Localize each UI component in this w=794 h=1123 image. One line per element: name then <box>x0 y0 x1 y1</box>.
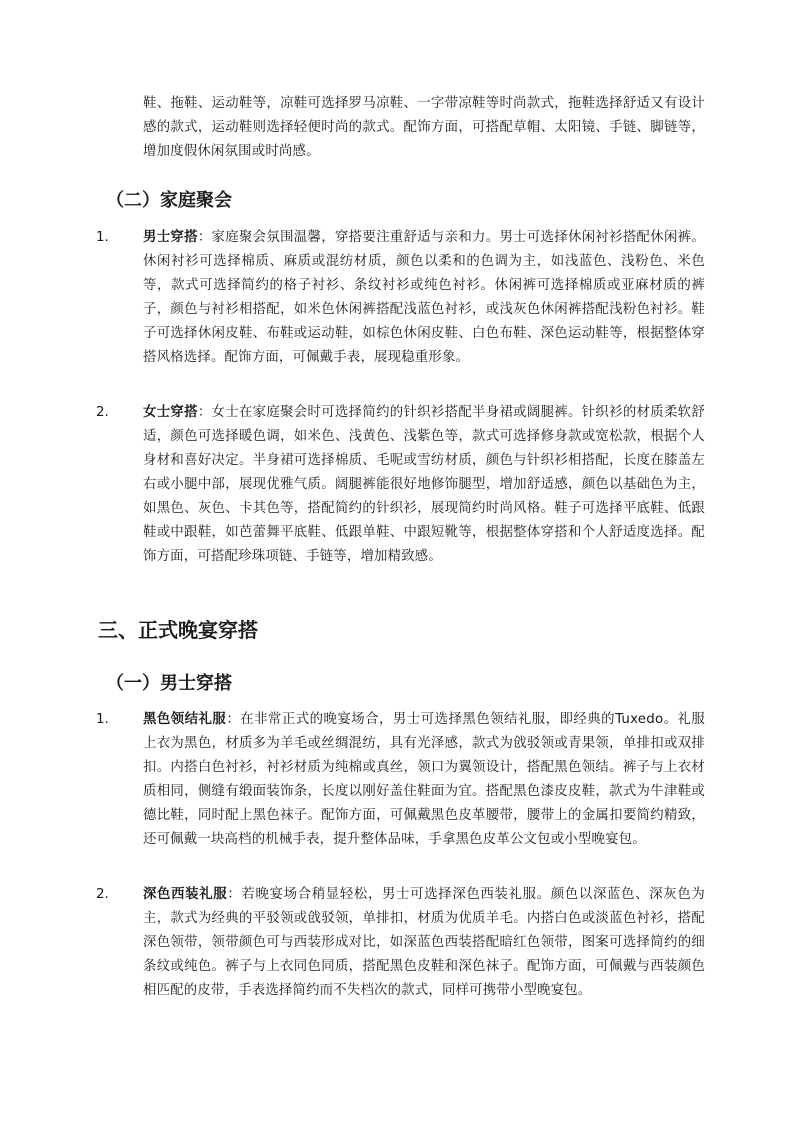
item-label: 深色西装礼服 <box>143 887 228 902</box>
list-item-women-outfit <box>143 401 705 569</box>
item-text: ：在非常正式的晚宴场合，男士可选择黑色领结礼服，即经典的Tuxedo。礼服上衣为黑色，材质多为羊毛或丝绸混纺，具有光泽感，款式为戗驳领或青果领，单排扣或双排扣。内搭白色衬衫，衬衫材质为纯棉或真丝，领口为翼领设计，搭配黑色领结。裤子与上衣材质相同，侧缝有缎面装饰条，长度以刚好盖住鞋面为宜。搭配黑色漆皮皮鞋，款式为牛津鞋或德比鞋，同时配上黑色袜子。配饰方面，可佩戴黑色皮革腰带，腰带上的金属扣要简约精致，还可佩戴一块高档的机械手表，提升整体品味，手拿黑色皮革公文包或小型晚宴包。 <box>143 712 705 847</box>
list-item-men-outfit <box>143 226 705 370</box>
item-label: 男士穿搭 <box>143 230 198 245</box>
intro-paragraph: 鞋、拖鞋、运动鞋等，凉鞋可选择罗马凉鞋、一字带凉鞋等时尚款式，拖鞋选择舒适又有设计感的款式，运动鞋则选择轻便时尚的款式。配饰方面，可搭配草帽、太阳镜、手链、脚链等，增加度假休闲氛围或时尚感。 <box>143 96 705 159</box>
list-item-number: 1. <box>96 712 109 727</box>
item-label: 女士穿搭 <box>143 405 198 420</box>
item-label: 黑色领结礼服 <box>143 712 227 727</box>
list-item-number: 2. <box>96 887 109 902</box>
section-heading-family-gathering: （二）家庭聚会 <box>106 190 232 211</box>
list-item-number: 2. <box>96 405 109 420</box>
item-text: ：女士在家庭聚会时可选择简约的针织衫搭配半身裙或阔腿裤。针织衫的材质柔软舒适，颜色可选择暖色调，如米色、浅黄色、浅紫色等，款式可选择修身款或宽松款，根据个人身材和喜好决定。半身裙可选择棉质、毛呢或雪纺材质，颜色与针织衫相搭配，长度在膝盖左右或小腿中部，展现优雅气质。阔腿裤能很好地修饰腿型，增加舒适感，颜色以基础色为主，如黑色、灰色、卡其色等，搭配简约的针织衫，展现简约时尚风格。鞋子可选择平底鞋、低跟鞋或中跟鞋，如芭蕾舞平底鞋、低跟单鞋、中跟短靴等，根据整体穿搭和个人舒适度选择。配饰方面，可搭配珍珠项链、手链等，增加精致感。 <box>143 405 705 564</box>
item-text: ：若晚宴场合稍显轻松，男士可选择深色西装礼服。颜色以深蓝色、深灰色为主，款式为经典的平驳领或戗驳领，单排扣，材质为优质羊毛。内搭白色或淡蓝色衬衫，搭配深色领带，领带颜色可与西装形成对比，如深蓝色西装搭配暗红色领带，图案可选择简约的细条纹或纯色。裤子与上衣同色同质，搭配黑色皮鞋和深色袜子。配饰方面，可佩戴与西装颜色相匹配的皮带，手表选择简约而不失档次的款式，同样可携带小型晚宴包。 <box>143 887 705 998</box>
subsection-heading-men-outfit: （一）男士穿搭 <box>106 673 232 694</box>
list-item-number: 1. <box>96 230 109 245</box>
section-heading-formal-dinner: 三、正式晚宴穿搭 <box>98 618 258 642</box>
list-item-black-tie-tuxedo <box>143 708 705 852</box>
item-text: ：家庭聚会氛围温馨，穿搭要注重舒适与亲和力。男士可选择休闲衬衫搭配休闲裤。休闲衬衫可选择棉质、麻质或混纺材质，颜色以柔和的色调为主，如浅蓝色、浅粉色、米色等，款式可选择简约的格子衬衫、条纹衬衫或纯色衬衫。休闲裤可选择棉质或亚麻材质的裤子，颜色与衬衫相搭配，如米色休闲裤搭配浅蓝色衬衫，或浅灰色休闲裤搭配浅粉色衬衫。鞋子可选择休闲皮鞋、布鞋或运动鞋，如棕色休闲皮鞋、白色布鞋、深色运动鞋等，根据整体穿搭风格选择。配饰方面，可佩戴手表，展现稳重形象。 <box>143 230 705 365</box>
list-item-dark-suit <box>143 883 705 1003</box>
